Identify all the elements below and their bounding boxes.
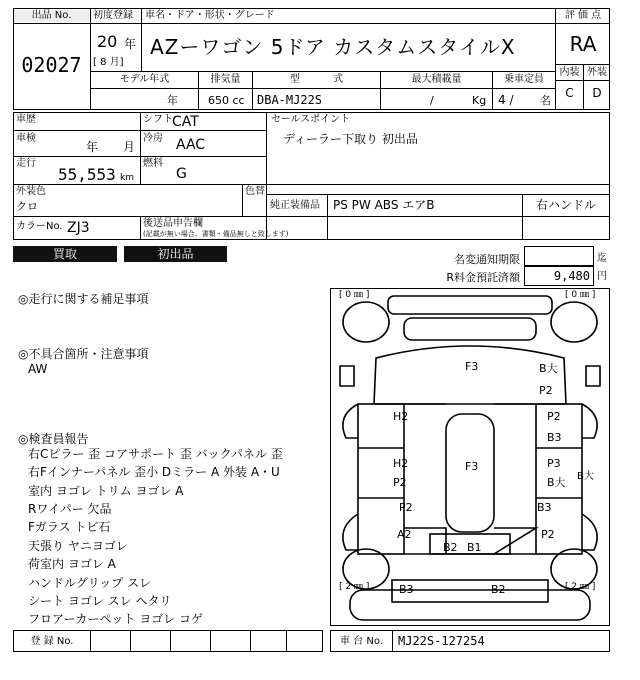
mark-right-rear-fender: P2 xyxy=(541,528,555,541)
interior-grade: C xyxy=(565,86,574,100)
equipment-label: 純正装備品 xyxy=(270,200,320,211)
ac-label: 冷房 xyxy=(143,133,163,144)
first-reg-year: 20 xyxy=(97,32,118,51)
car-name: AZーワゴン 5ドア カスタムスタイルX xyxy=(150,35,516,59)
fuel-value: G xyxy=(176,166,187,182)
rear-left-tyre-depth: [ 2 ㎜ ] xyxy=(339,582,370,592)
mark-left-rear-fender: A2 xyxy=(397,528,412,541)
front-left-tyre-depth: [ 0 ㎜ ] xyxy=(339,290,370,300)
car-diagram xyxy=(330,288,610,626)
front-right-arch xyxy=(582,404,597,438)
mark-right-front-door-p3: P3 xyxy=(547,457,561,470)
first-listing-badge: 初出品 xyxy=(124,246,227,262)
recycle-label: R料金預託済額 xyxy=(446,271,520,284)
grade-score: RA xyxy=(569,32,597,56)
mark-front-fender-r: P2 xyxy=(539,384,553,397)
inspector-line: 荷室内 ヨゴレ A xyxy=(28,557,116,571)
exterior-label: 外装 xyxy=(587,67,607,78)
color-no: ZJ3 xyxy=(67,220,90,236)
steering: 右ハンドル xyxy=(535,198,596,212)
front-right-tyre-depth: [ 0 ㎜ ] xyxy=(565,290,596,300)
inspector-line: ハンドルグリップ スレ xyxy=(28,576,152,590)
mark-right-rear-door-b3: B3 xyxy=(537,501,552,514)
color-no-label: カラーNo. xyxy=(16,221,63,232)
defects-value: AW xyxy=(28,362,48,376)
history-label: 車歴 xyxy=(16,114,36,125)
inspector-line: フロアーカーペット ヨゴレ コゲ xyxy=(28,612,204,626)
recycle-unit: 円 xyxy=(597,271,607,282)
inspector-line: Rワイパー 欠品 xyxy=(28,502,112,516)
inspector-line: 室内 ヨゴレ トリム ヨゴレ A xyxy=(28,484,184,498)
shift-label: シフト xyxy=(143,114,173,125)
aftermarket-label: 後送品申告欄 xyxy=(143,218,203,229)
front-left-arch xyxy=(343,404,358,438)
first-reg-month: [ 8 月] xyxy=(93,57,124,68)
first-reg-year-unit: 年 xyxy=(124,37,137,51)
chassis-no: MJ22S-127254 xyxy=(398,634,485,648)
mark-right-front-upper-b3: B3 xyxy=(547,431,562,444)
mark-right-side-b: B大 xyxy=(577,471,594,482)
defects-label: ◎不具合箇所・注意事項 xyxy=(18,347,149,361)
sales-point-label: セールスポイント xyxy=(271,114,351,125)
buy-badge: 買取 xyxy=(13,246,117,262)
rear-left-arch xyxy=(343,514,358,550)
mileage-value: 55,553 xyxy=(58,165,116,184)
mark-roof: F3 xyxy=(465,460,479,473)
driving-notes-label: ◎走行に関する補足事項 xyxy=(18,292,149,306)
mileage-label: 走行 xyxy=(16,158,36,169)
front-right-tyre-icon xyxy=(551,302,597,342)
capacity-label: 乗車定員 xyxy=(504,74,544,85)
displacement-label: 排気量 xyxy=(210,74,241,85)
grade-label: 評 価 点 xyxy=(564,10,602,21)
mark-rear-bumper-b3: B3 xyxy=(399,583,414,596)
ext-color-label: 外装色 xyxy=(16,186,46,197)
model-label: 型 式 xyxy=(289,74,344,85)
exterior-grade: D xyxy=(592,86,602,100)
left-mirror-icon xyxy=(340,366,354,386)
name-change-box xyxy=(524,246,594,266)
interior-label: 内装 xyxy=(559,67,580,78)
mark-rear-gate-b1: B1 xyxy=(467,541,482,554)
inspector-line: Fガラス トビ石 xyxy=(28,520,111,534)
reg-no-label: 登 録 No. xyxy=(30,636,74,647)
displacement: 650 cc xyxy=(208,94,245,107)
aftermarket-note: (記載が無い場合、書類・備品無しと致します) xyxy=(143,230,289,238)
inspector-line: 右Cピラー 歪 コアサポート 歪 バックパネル 歪 xyxy=(28,447,283,461)
inspector-line: シート ヨゴレ スレ ヘタリ xyxy=(28,594,172,608)
mileage-unit: km xyxy=(120,173,134,183)
car-diagram-frame xyxy=(330,288,610,626)
name-change-unit: 迄 xyxy=(597,253,607,264)
model-year-label: モデル年式 xyxy=(119,74,170,85)
max-load: / xyxy=(430,94,434,107)
mark-right-front-door-b: B大 xyxy=(547,476,566,489)
model-year-unit: 年 xyxy=(167,94,178,107)
mark-left-rear-door: P2 xyxy=(399,501,413,514)
mark-rear-bumper-b2: B2 xyxy=(491,583,506,596)
name-label: 車名・ドア・形状・グレード xyxy=(145,10,275,21)
front-bumper-panel xyxy=(388,296,552,314)
inspection-month: 月 xyxy=(123,140,136,154)
capacity-unit: 名 xyxy=(540,94,551,107)
mark-front-bumper-r: B大 xyxy=(539,362,558,375)
name-change-label: 名変通知期限 xyxy=(454,253,520,266)
inspector-line: 天張り ヤニヨゴレ xyxy=(28,539,128,553)
lot-no: 02027 xyxy=(21,53,82,77)
lot-no-label: 出品 No. xyxy=(14,10,89,22)
shift-value: CAT xyxy=(172,114,199,130)
mark-left-front-door-p2: P2 xyxy=(393,476,407,489)
rear-bumper-panel xyxy=(392,580,548,602)
max-load-label: 最大積載量 xyxy=(411,74,462,85)
hood-panel xyxy=(374,346,566,404)
recycle-amount: 9,480 xyxy=(553,269,590,283)
equipment: PS PW ABS エアB xyxy=(333,198,435,212)
roof-panel xyxy=(446,414,494,532)
inspector-line: 右Fインナーパネル 歪小 Dミラー A 外装 A・U xyxy=(28,465,280,479)
inspector-label: ◎検査員報告 xyxy=(18,432,89,446)
model-code: DBA-MJ22S xyxy=(257,93,323,107)
right-mirror-icon xyxy=(586,366,600,386)
ext-color: クロ xyxy=(16,200,38,213)
ac-value: AAC xyxy=(176,137,206,153)
color-change-label: 色替 xyxy=(245,186,265,197)
capacity: 4 / xyxy=(498,93,514,107)
mark-right-front-upper-p2: P2 xyxy=(547,410,561,423)
rear-right-arch xyxy=(582,514,597,550)
spare-tyre-icon xyxy=(350,590,590,620)
sales-point: ディーラー下取り 初出品 xyxy=(283,132,418,146)
mark-left-front-door-h2: H2 xyxy=(393,457,409,470)
mark-rear-gate-b2: B2 xyxy=(443,541,458,554)
mark-hood: F3 xyxy=(465,360,479,373)
rear-right-tyre-depth: [ 2 ㎜ ] xyxy=(565,582,596,592)
inspection-label: 車検 xyxy=(16,133,36,144)
first-reg-label: 初度登録 xyxy=(93,10,133,21)
fuel-label: 燃料 xyxy=(143,158,163,169)
mark-left-front-upper: H2 xyxy=(393,410,409,423)
front-left-tyre-icon xyxy=(343,302,389,342)
max-load-unit: Kg xyxy=(472,94,487,107)
front-grille-panel xyxy=(404,318,536,340)
chassis-label: 車 台 No. xyxy=(340,636,383,647)
inspection-year: 年 xyxy=(86,140,99,154)
